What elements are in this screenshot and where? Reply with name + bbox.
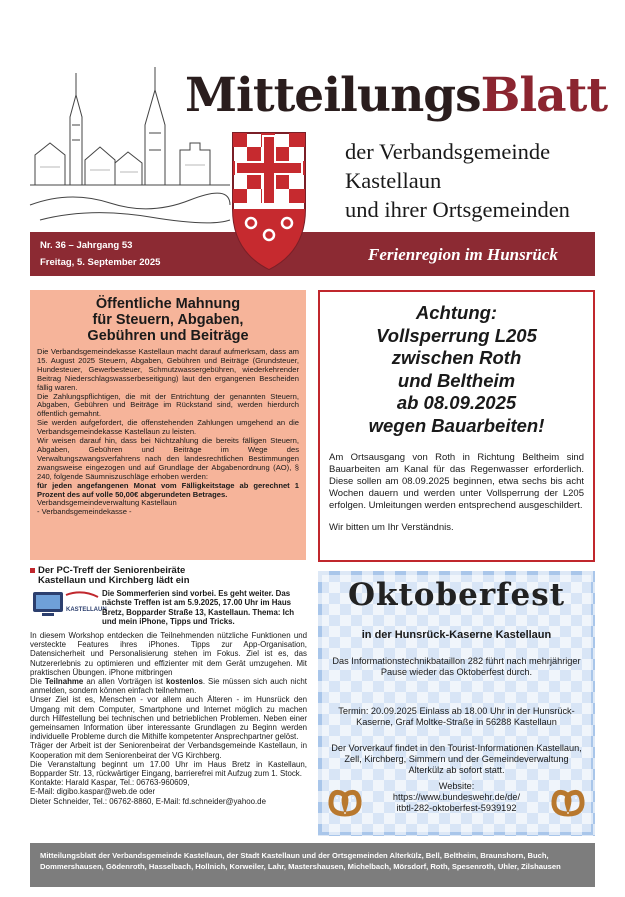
title-line: wegen Bauarbeiten! [368,414,545,436]
text-run: . Sie müssen sich auch nicht anmelden, sondern können einfach teilnehmen. [30,677,307,696]
title-line: Öffentliche Mahnung [95,296,241,312]
pc-contact: Kontakte: Harald Kaspar, Tel.: 06763-960609, [30,778,190,788]
road-closure-thanks: Wir bitten um Ihr Verständnis. [329,521,454,533]
oktoberfest-paragraph: Das Informationstechnikbataillon 282 führt nach mehrjähriger Pause wieder das Oktoberfest durch. [332,656,581,677]
heading-line: Kastellaun und Kirchberg lädt ein [38,575,190,587]
region-slogan: Ferienregion im Hunsrück [368,245,558,264]
pc-paragraph: Die Veranstaltung beginnt um 17.00 Uhr im Haus Bretz in Kastellaun, Bopparder Str. 13, rückwärtiger Eingang, barrierefrei mit Aufzug zum 1. Stock. [30,759,307,779]
text-run-bold: kostenlos [166,677,203,687]
reminder-signature: Verbandsgemeindeverwaltung Kastellaun [37,498,177,508]
pc-treff-body [30,631,307,806]
oktoberfest-presale: Der Vorverkauf findet in den Tourist-Informationen Kastellaun, Zell, Kirchberg, Simmern und der Gemeindeverwaltung Alterkülz ab sofort statt. [331,743,582,775]
public-reminder-title [37,296,299,344]
title-line: zwischen Roth [391,347,522,369]
subtitle-line: der Verbandsgemeinde [345,139,551,164]
bullet-square-icon [30,568,35,573]
title-line: ab 08.09.2025 [396,392,517,414]
reminder-surcharge: für jeden angefangenen Monat vom Fälligkeitstage ab gerechnet 1 Prozent des auf volle 50,00€ abgerundeten Betrages. [37,480,299,499]
pc-paragraph: Unser Ziel ist es, Menschen - vor allem auch Älteren - im Hunsrück den Umgang mit dem Computer, Smartphone und Internet möglich zu machen durch Hilfestellung bei technischen und betrieblichen Problemen. Neben einer gemeinsamen Information über interessante Grundlagen zu Beginn werden individuelle Probleme durch die Mithilfe kompetenter Ansprechpartner gelöst. [30,695,307,742]
issue-number: Nr. 36 – Jahrgang 53 [40,240,133,251]
oktoberfest-title: Oktoberfest [347,577,566,613]
pc-paragraph: In diesem Workshop entdecken die Teilnehmenden nützliche Funktionen und versteckte Features ihres iPhones. Tipps zur App-Organisation, Datensicherheit und Personalisierung stehen im Fokus. Ziel ist es, das Nutzererlebnis zu optimieren und effizienter mit dem Gerät umzugehen. Mit praktischen Übungen. iPhone mitbringen [30,631,307,677]
title-accent: Blatt [480,68,608,123]
road-closure-text: Am Ortsausgang von Roth in Richtung Beltheim sind Bauarbeiten am Kanal für das Regenwasser erforderlich. Diese sollen am 08.09.2025 beginnen, etwa sechs bis acht Wochen dauern und werden unter Vollsperrung der L205 erfolgen. Umleitungen werden entsprechend ausgeschildert. [329,451,584,511]
title-line: Achtung: [415,302,498,323]
publisher-subtitle [345,137,570,224]
pc-paragraph [30,677,307,695]
pc-contact: Dieter Schneider, Tel.: 06762-8860, E-Mail: fd.schneider@yahoo.de [30,796,266,806]
heading-line: Der PC-Treff der Seniorenbeiräte [38,565,186,576]
oktoberfest-website [330,781,583,814]
pretzel-icon [549,784,587,822]
pc-logo-text: KASTELLAUN [66,607,107,613]
publication-footer: Mitteilungsblatt der Verbandsgemeinde Kastellaun, der Stadt Kastellaun und der Ortsgemeinden Alterkülz, Bell, Beltheim, Braunshorn, Buch, Dommershausen, Gödenroth, Hasselbach, Hollnich, Korweiler, Lahr, Mastershausen, Michelbach, Mörsdorf, Roth, Spesenroth, Uhler, Zilshausen [30,843,595,887]
oktoberfest-ad [318,571,595,836]
pc-treff-article [30,566,307,836]
text-run: an allen Vorträgen ist [83,677,166,687]
pc-contact: E-Mail: digibo.kaspar@web.de oder [30,787,156,797]
coat-of-arms-icon [231,131,307,271]
website-link[interactable]: https://www.bundeswehr.de/de/ [392,792,521,802]
oktoberfest-subtitle: in der Hunsrück-Kaserne Kastellaun [361,629,552,641]
masthead [0,0,625,276]
reminder-paragraph: Sie werden aufgefordert, die offenstehenden Zahlungen umgehend an die Verbandsgemeindekasse Kastellaun zu leisten. [37,418,299,437]
subtitle-line: Kastellaun [345,168,442,193]
newspaper-title [185,68,607,123]
title-line: Gebühren und Beiträge [87,328,249,344]
road-closure-notice [318,290,595,562]
website-label: Website: [438,781,475,791]
pc-treff-heading [30,566,307,587]
reminder-paragraph: Die Verbandsgemeindekasse Kastellaun macht darauf aufmerksam, dass am 15. August 2025 Steuern, Abgaben, Gebühren und Beiträge (Grundsteuer, Hundesteuer, Gewerbesteuer, Schmutzwassergebühren, wiederkehrender Beitrag Niederschlagswasserbeseitigung) laut den ergangenen Bescheiden fällig waren. [37,347,299,392]
title-line: für Steuern, Abgaben, [92,312,244,328]
pretzel-icon [326,784,364,822]
title-main: Mitteilungs [185,68,481,123]
reminder-signature: - Verbandsgemeindekasse - [37,507,132,517]
reminder-paragraph: Die Zahlungspflichtigen, die mit der Entrichtung der genannten Steuern, Abgaben, Gebühren und Beiträge im Rückstand sind, werden hierdurch öffentlich gemahnt. [37,391,299,419]
reminder-paragraph: Wir weisen darauf hin, dass bei Nichtzahlung die bereits fälligen Steuern, Abgaben, Gebühren und Beiträge im Wege des Verwaltungszwangsverfahrens nach den landesrechtlichen Bestimmungen zwangsweise eingezogen und auf Grundlage der Abgabenordnung (AO), § 240, folgende Säumniszuschläge erhoben werden: [37,436,299,481]
pc-treff-logo [32,589,107,621]
road-closure-title [329,302,584,438]
issue-date: Freitag, 5. September 2025 [40,257,161,268]
website-link[interactable]: itbtl-282-oktoberfest-5939192 [396,803,517,813]
title-line: und Beltheim [397,369,516,391]
pc-paragraph: Träger der Arbeit ist der Seniorenbeirat der Verbandsgemeinde Kastellaun, in Kooperation mit dem Seniorenbeirat der VG Kirchberg. [30,741,307,760]
oktoberfest-date: Termin: 20.09.2025 Einlass ab 18.00 Uhr in der Hunsrück-Kaserne, Graf Moltke-Straße in 56288 Kastellaun [338,706,575,727]
text-run-bold: Teilnahme [44,677,84,687]
public-reminder-box [30,290,306,560]
subtitle-line: und ihrer Ortsgemeinden [345,197,570,222]
pc-treff-lead: Die Sommerferien sind vorbei. Es geht weiter. Das nächste Treffen ist am 5.9.2025, 17.00 Uhr im Haus Bretz, Bopparder Straße 13, Kastellaun. Thema: Ich und mein iPhone, Tipps und Tricks. [102,589,295,626]
title-line: Vollsperrung L205 [376,324,537,346]
text-run: Die [30,677,45,687]
